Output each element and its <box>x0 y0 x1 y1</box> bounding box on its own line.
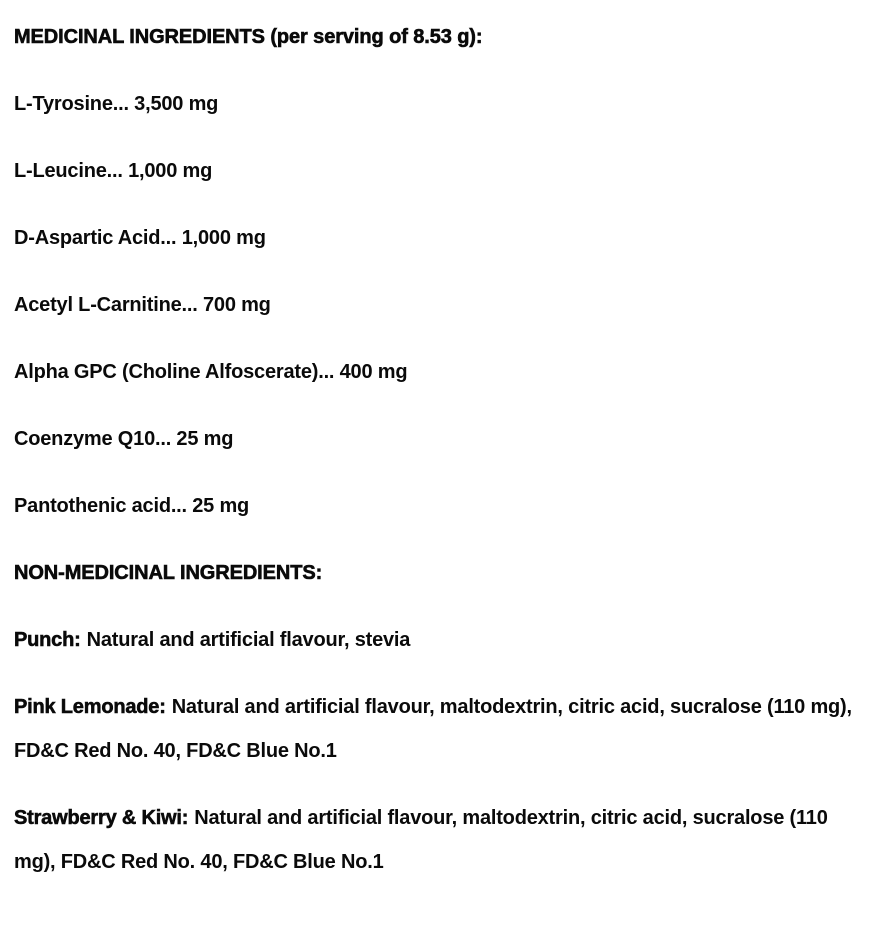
flavour-text-pink-lemonade: Natural and artificial flavour, maltodextrin, citric acid, sucralose (110 mg), FD&C Red No. 40, FD&C Blue No.1 <box>14 696 852 762</box>
non-medicinal-ingredients-header: NON-MEDICINAL INGREDIENTS: <box>14 562 323 584</box>
flavour-label-strawberry-kiwi: Strawberry & Kiwi: <box>14 807 189 829</box>
ingredient-line-l-leucine: L-Leucine... 1,000 mg <box>14 160 213 182</box>
ingredient-line-l-tyrosine: L-Tyrosine... 3,500 mg <box>14 93 219 115</box>
ingredient-line-coenzyme-q10: Coenzyme Q10... 25 mg <box>14 428 234 450</box>
flavour-label-pink-lemonade: Pink Lemonade: <box>14 696 166 718</box>
flavour-paragraph-strawberry-kiwi <box>14 796 874 884</box>
flavour-paragraph-punch <box>14 618 874 662</box>
flavour-label-punch: Punch: <box>14 629 81 651</box>
ingredient-line-d-aspartic-acid: D-Aspartic Acid... 1,000 mg <box>14 227 266 249</box>
flavour-text-strawberry-kiwi: Natural and artificial flavour, maltodextrin, citric acid, sucralose (110 mg), FD&C Red No. 40, FD&C Blue No.1 <box>14 807 828 873</box>
ingredient-line-alpha-gpc: Alpha GPC (Choline Alfoscerate)... 400 mg <box>14 361 408 383</box>
flavour-text-punch: Natural and artificial flavour, stevia <box>86 629 411 651</box>
flavour-paragraph-pink-lemonade <box>14 685 874 773</box>
ingredient-line-acetyl-l-carnitine: Acetyl L-Carnitine... 700 mg <box>14 294 271 316</box>
medicinal-ingredients-header: MEDICINAL INGREDIENTS (per serving of 8.53 g): <box>14 26 483 48</box>
ingredient-line-pantothenic-acid: Pantothenic acid... 25 mg <box>14 495 250 517</box>
